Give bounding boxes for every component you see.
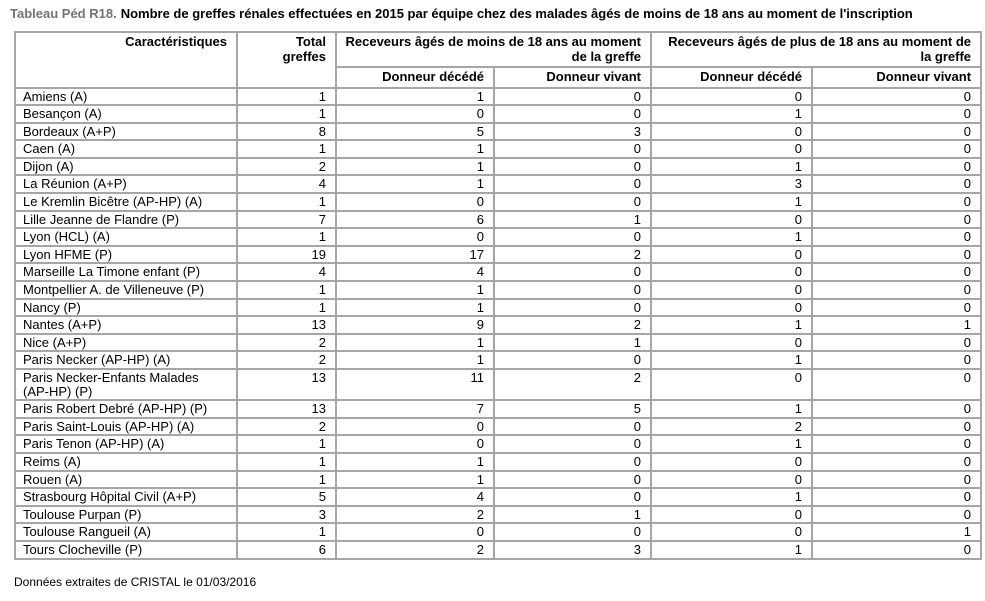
table-row <box>15 123 981 141</box>
team-name-cell: Nice (A+P) <box>15 334 237 352</box>
value-cell: 8 <box>237 123 336 141</box>
table-row <box>15 541 981 559</box>
value-cell: 1 <box>336 299 494 317</box>
team-name-cell: Lyon (HCL) (A) <box>15 228 237 246</box>
value-cell: 13 <box>237 369 336 400</box>
team-name-cell: Amiens (A) <box>15 88 237 106</box>
value-cell: 2 <box>336 541 494 559</box>
value-cell: 1 <box>336 140 494 158</box>
table-row <box>15 263 981 281</box>
header-living-donor-over18: Donneur vivant <box>812 67 981 88</box>
value-cell: 0 <box>812 158 981 176</box>
value-cell: 1 <box>336 158 494 176</box>
value-cell: 0 <box>336 435 494 453</box>
value-cell: 5 <box>336 123 494 141</box>
team-name-cell: La Réunion (A+P) <box>15 175 237 193</box>
header-deceased-donor-over18: Donneur décédé <box>651 67 812 88</box>
value-cell: 0 <box>812 211 981 229</box>
value-cell: 1 <box>336 88 494 106</box>
value-cell: 0 <box>494 418 651 436</box>
table-row <box>15 453 981 471</box>
title-text: Nombre de greffes rénales effectuées en 2015 par équipe chez des malades âgés de moins de 18 ans au moment de l'inscription <box>120 6 913 21</box>
table-row <box>15 435 981 453</box>
value-cell: 0 <box>494 523 651 541</box>
value-cell: 0 <box>651 334 812 352</box>
value-cell: 0 <box>494 228 651 246</box>
value-cell: 11 <box>336 369 494 400</box>
value-cell: 0 <box>494 175 651 193</box>
value-cell: 0 <box>812 334 981 352</box>
table-header <box>15 32 981 88</box>
table-row <box>15 193 981 211</box>
value-cell: 1 <box>237 435 336 453</box>
value-cell: 2 <box>336 506 494 524</box>
value-cell: 5 <box>494 400 651 418</box>
team-name-cell: Nancy (P) <box>15 299 237 317</box>
value-cell: 0 <box>494 140 651 158</box>
table-row <box>15 369 981 400</box>
value-cell: 1 <box>494 334 651 352</box>
table-row <box>15 140 981 158</box>
value-cell: 1 <box>651 488 812 506</box>
table-row <box>15 400 981 418</box>
table-body <box>15 88 981 559</box>
team-name-cell: Toulouse Purpan (P) <box>15 506 237 524</box>
team-name-cell: Montpellier A. de Villeneuve (P) <box>15 281 237 299</box>
value-cell: 0 <box>494 263 651 281</box>
value-cell: 1 <box>336 471 494 489</box>
team-name-cell: Toulouse Rangueil (A) <box>15 523 237 541</box>
value-cell: 0 <box>812 506 981 524</box>
value-cell: 13 <box>237 400 336 418</box>
value-cell: 1 <box>651 105 812 123</box>
table-row <box>15 175 981 193</box>
team-name-cell: Dijon (A) <box>15 158 237 176</box>
team-name-cell: Paris Tenon (AP-HP) (A) <box>15 435 237 453</box>
team-name-cell: Paris Saint-Louis (AP-HP) (A) <box>15 418 237 436</box>
team-name-cell: Rouen (A) <box>15 471 237 489</box>
table-row <box>15 418 981 436</box>
value-cell: 1 <box>237 523 336 541</box>
value-cell: 0 <box>336 105 494 123</box>
value-cell: 4 <box>237 263 336 281</box>
table-row <box>15 211 981 229</box>
table-row <box>15 299 981 317</box>
header-group-over18: Receveurs âgés de plus de 18 ans au moment de la greffe <box>651 32 981 67</box>
value-cell: 0 <box>494 351 651 369</box>
table-row <box>15 158 981 176</box>
value-cell: 0 <box>812 228 981 246</box>
value-cell: 0 <box>494 488 651 506</box>
value-cell: 7 <box>336 400 494 418</box>
value-cell: 9 <box>336 316 494 334</box>
value-cell: 6 <box>237 541 336 559</box>
value-cell: 0 <box>812 418 981 436</box>
title-prefix: Tableau Péd R18. <box>10 6 117 21</box>
value-cell: 0 <box>651 263 812 281</box>
value-cell: 3 <box>494 123 651 141</box>
team-name-cell: Paris Robert Debré (AP-HP) (P) <box>15 400 237 418</box>
value-cell: 0 <box>494 193 651 211</box>
footer-note: Données extraites de CRISTAL le 01/03/2016 <box>14 574 257 589</box>
value-cell: 0 <box>651 123 812 141</box>
value-cell: 13 <box>237 316 336 334</box>
value-cell: 3 <box>494 541 651 559</box>
value-cell: 3 <box>651 175 812 193</box>
value-cell: 0 <box>336 418 494 436</box>
header-deceased-donor-under18: Donneur décédé <box>336 67 494 88</box>
value-cell: 1 <box>237 193 336 211</box>
value-cell: 0 <box>494 299 651 317</box>
value-cell: 1 <box>651 316 812 334</box>
value-cell: 0 <box>812 281 981 299</box>
value-cell: 0 <box>812 453 981 471</box>
value-cell: 0 <box>651 281 812 299</box>
value-cell: 0 <box>336 193 494 211</box>
value-cell: 0 <box>651 369 812 400</box>
header-characteristics: Caractéristiques <box>15 32 237 88</box>
team-name-cell: Paris Necker-Enfants Malades (AP-HP) (P) <box>15 369 237 400</box>
table-row <box>15 228 981 246</box>
header-total-grafts <box>237 32 336 88</box>
value-cell: 0 <box>812 263 981 281</box>
value-cell: 0 <box>812 105 981 123</box>
team-name-cell: Tours Clocheville (P) <box>15 541 237 559</box>
value-cell: 0 <box>812 541 981 559</box>
page-title <box>10 6 985 22</box>
value-cell: 0 <box>651 140 812 158</box>
value-cell: 0 <box>812 369 981 400</box>
value-cell: 1 <box>237 140 336 158</box>
value-cell: 5 <box>237 488 336 506</box>
header-total-grafts-label: Total greffes <box>282 34 326 64</box>
table-row <box>15 316 981 334</box>
table-row <box>15 246 981 264</box>
value-cell: 4 <box>336 488 494 506</box>
table-row <box>15 488 981 506</box>
value-cell: 2 <box>237 351 336 369</box>
value-cell: 1 <box>651 351 812 369</box>
value-cell: 2 <box>494 316 651 334</box>
value-cell: 0 <box>494 453 651 471</box>
value-cell: 0 <box>336 228 494 246</box>
value-cell: 4 <box>237 175 336 193</box>
team-name-cell: Le Kremlin Bicêtre (AP-HP) (A) <box>15 193 237 211</box>
team-name-cell: Besançon (A) <box>15 105 237 123</box>
value-cell: 0 <box>812 88 981 106</box>
table-row <box>15 88 981 106</box>
value-cell: 19 <box>237 246 336 264</box>
team-name-cell: Lille Jeanne de Flandre (P) <box>15 211 237 229</box>
transplant-table <box>14 31 982 560</box>
header-row-groups <box>15 32 981 67</box>
value-cell: 1 <box>336 281 494 299</box>
header-living-donor-under18: Donneur vivant <box>494 67 651 88</box>
value-cell: 1 <box>237 88 336 106</box>
value-cell: 1 <box>336 175 494 193</box>
value-cell: 0 <box>651 523 812 541</box>
value-cell: 1 <box>651 158 812 176</box>
value-cell: 2 <box>237 334 336 352</box>
team-name-cell: Paris Necker (AP-HP) (A) <box>15 351 237 369</box>
value-cell: 0 <box>812 471 981 489</box>
value-cell: 0 <box>651 211 812 229</box>
value-cell: 1 <box>651 435 812 453</box>
value-cell: 0 <box>812 299 981 317</box>
value-cell: 1 <box>237 471 336 489</box>
value-cell: 0 <box>336 523 494 541</box>
team-name-cell: Marseille La Timone enfant (P) <box>15 263 237 281</box>
value-cell: 0 <box>812 400 981 418</box>
value-cell: 1 <box>651 193 812 211</box>
team-name-cell: Strasbourg Hôpital Civil (A+P) <box>15 488 237 506</box>
value-cell: 1 <box>237 299 336 317</box>
value-cell: 1 <box>651 541 812 559</box>
team-name-cell: Lyon HFME (P) <box>15 246 237 264</box>
value-cell: 1 <box>237 228 336 246</box>
value-cell: 2 <box>494 369 651 400</box>
value-cell: 1 <box>651 228 812 246</box>
value-cell: 0 <box>812 175 981 193</box>
value-cell: 0 <box>651 88 812 106</box>
value-cell: 0 <box>494 158 651 176</box>
team-name-cell: Caen (A) <box>15 140 237 158</box>
value-cell: 2 <box>237 418 336 436</box>
table-row <box>15 334 981 352</box>
value-cell: 0 <box>651 299 812 317</box>
value-cell: 0 <box>494 471 651 489</box>
value-cell: 0 <box>494 105 651 123</box>
value-cell: 6 <box>336 211 494 229</box>
team-name-cell: Bordeaux (A+P) <box>15 123 237 141</box>
value-cell: 0 <box>651 453 812 471</box>
value-cell: 0 <box>651 506 812 524</box>
table-row <box>15 351 981 369</box>
value-cell: 1 <box>336 334 494 352</box>
value-cell: 0 <box>812 246 981 264</box>
table-row <box>15 105 981 123</box>
team-name-cell: Reims (A) <box>15 453 237 471</box>
value-cell: 0 <box>651 246 812 264</box>
table-row <box>15 506 981 524</box>
header-group-under18: Receveurs âgés de moins de 18 ans au moment de la greffe <box>336 32 651 67</box>
value-cell: 0 <box>494 281 651 299</box>
value-cell: 1 <box>237 105 336 123</box>
value-cell: 1 <box>812 523 981 541</box>
table-row <box>15 523 981 541</box>
value-cell: 4 <box>336 263 494 281</box>
value-cell: 7 <box>237 211 336 229</box>
value-cell: 1 <box>237 281 336 299</box>
table-row <box>15 281 981 299</box>
value-cell: 17 <box>336 246 494 264</box>
value-cell: 0 <box>812 351 981 369</box>
value-cell: 1 <box>494 506 651 524</box>
value-cell: 0 <box>812 488 981 506</box>
value-cell: 0 <box>812 123 981 141</box>
value-cell: 3 <box>237 506 336 524</box>
table-row <box>15 471 981 489</box>
value-cell: 1 <box>336 453 494 471</box>
value-cell: 1 <box>812 316 981 334</box>
value-cell: 2 <box>494 246 651 264</box>
value-cell: 0 <box>812 193 981 211</box>
team-name-cell: Nantes (A+P) <box>15 316 237 334</box>
value-cell: 2 <box>237 158 336 176</box>
value-cell: 1 <box>336 351 494 369</box>
value-cell: 0 <box>494 88 651 106</box>
value-cell: 1 <box>494 211 651 229</box>
value-cell: 0 <box>812 435 981 453</box>
value-cell: 1 <box>651 400 812 418</box>
value-cell: 2 <box>651 418 812 436</box>
value-cell: 0 <box>812 140 981 158</box>
value-cell: 0 <box>651 471 812 489</box>
value-cell: 0 <box>494 435 651 453</box>
value-cell: 1 <box>237 453 336 471</box>
